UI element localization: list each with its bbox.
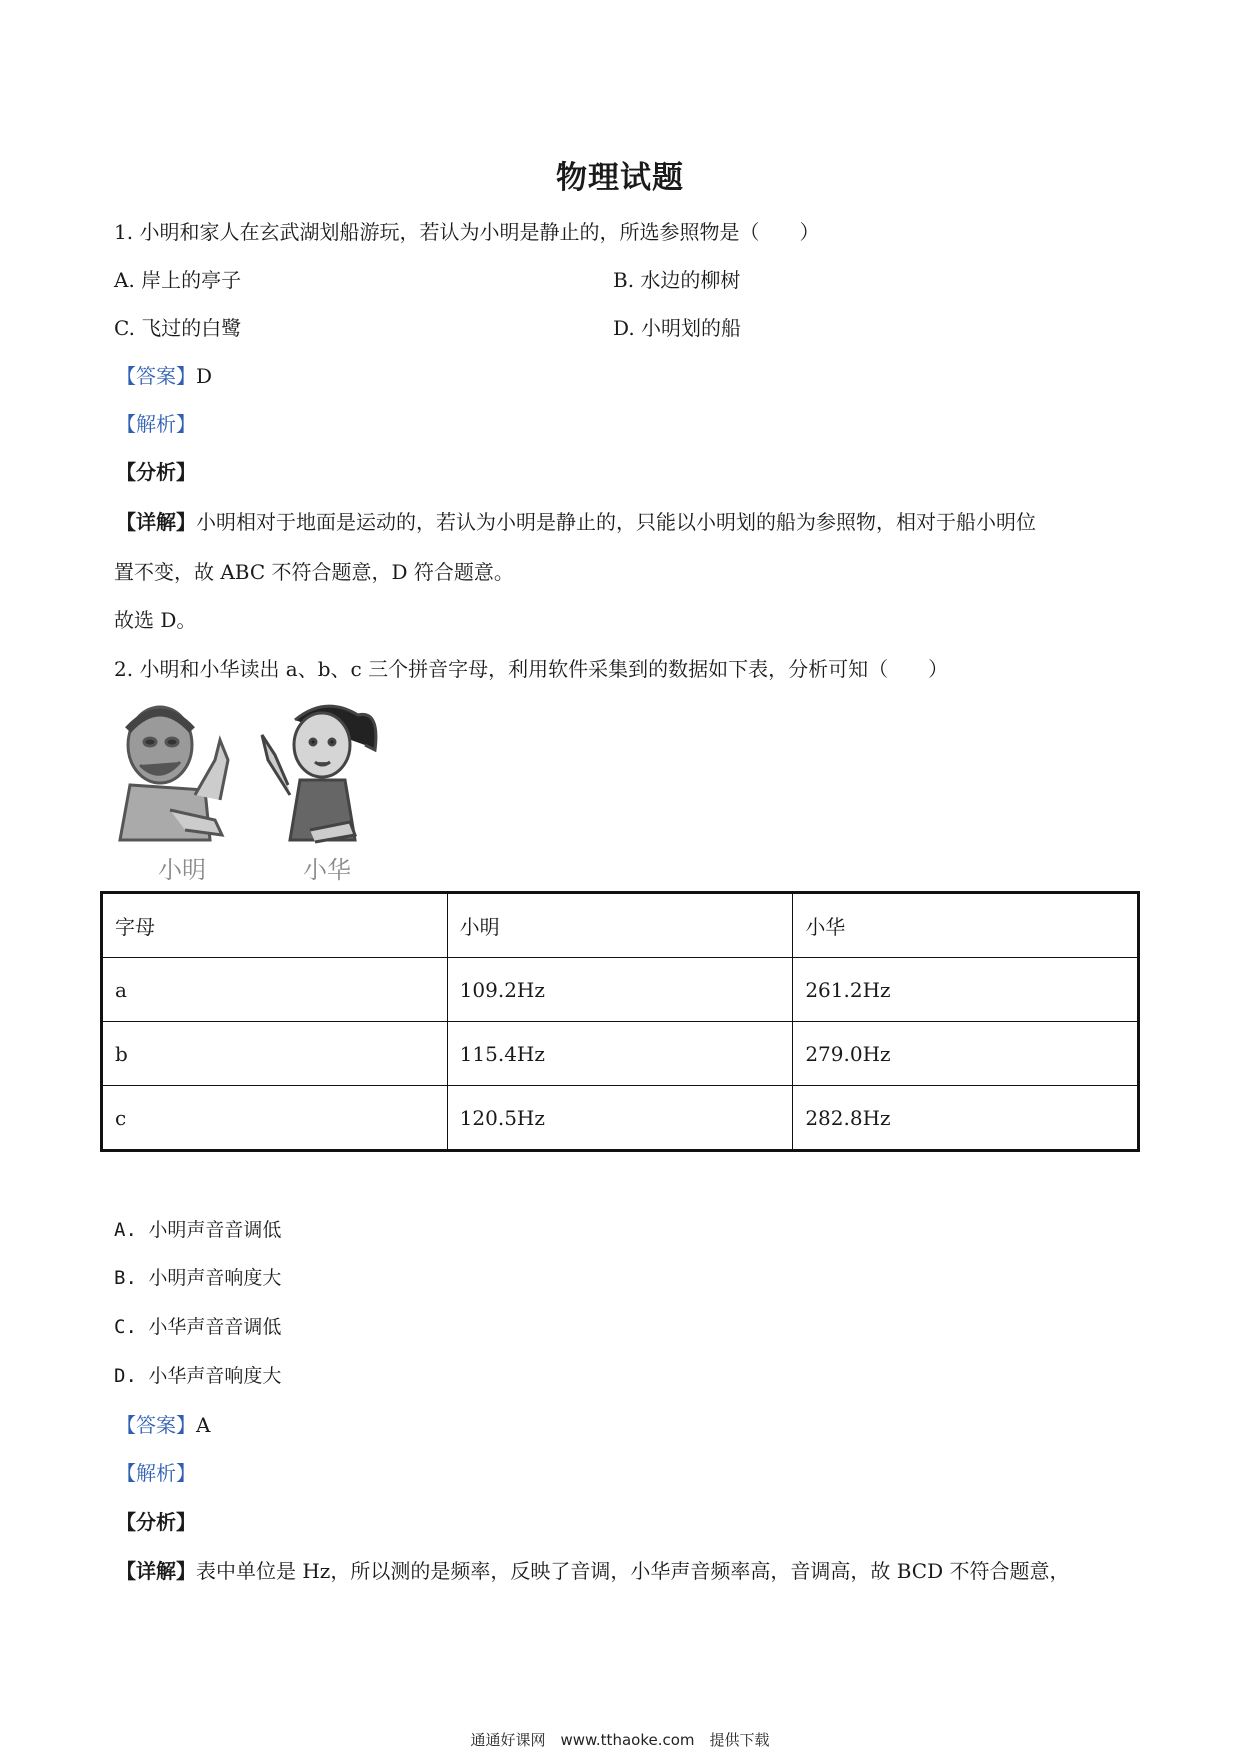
table-row (102, 958, 1139, 1022)
table-header-row (102, 893, 1139, 958)
q2-answer-tag: 【答案】 (116, 1413, 196, 1437)
q1-conclusion: 故选 D。 (114, 608, 197, 632)
table-cell: a (102, 958, 448, 1022)
page-footer: 通通好课网 www.tthaoke.com 提供下载 (470, 1731, 770, 1749)
q1-option-a: A. 岸上的亭子 (114, 268, 242, 292)
q2-answer-value: A (196, 1413, 211, 1437)
q1-option-c: C. 飞过的白鹭 (114, 316, 242, 340)
table-cell: 279.0Hz (793, 1022, 1139, 1086)
table-header-cell: 小华 (793, 893, 1139, 958)
q1-stem: 1. 小明和家人在玄武湖划船游玩，若认为小明是静止的，所选参照物是（ ） (114, 220, 820, 244)
table-cell: 261.2Hz (793, 958, 1139, 1022)
q1-answer-tag: 【答案】 (116, 364, 196, 388)
figure-label-xiaohua: 小华 (303, 856, 351, 884)
q2-option-d: D. 小华声音响度大 (114, 1365, 282, 1387)
q1-fenxi-tag: 【分析】 (116, 460, 196, 484)
q1-option-b: B. 水边的柳树 (613, 268, 741, 292)
table-header-cell: 字母 (102, 893, 448, 958)
cartoon-illustration (110, 700, 390, 850)
q2-detail-line1 (116, 1557, 1069, 1585)
q1-option-d: D. 小明划的船 (613, 316, 742, 340)
q2-option-c: C. 小华声音音调低 (114, 1316, 282, 1338)
q1-detail-tag: 【详解】 (116, 510, 196, 534)
q1-detail-text: 小明相对于地面是运动的，若认为小明是静止的，只能以小明划的船为参照物，相对于船小明位 (196, 510, 1036, 534)
q1-answer (116, 362, 212, 390)
table-header-cell: 小明 (447, 893, 793, 958)
table-row (102, 1022, 1139, 1086)
table-cell: b (102, 1022, 448, 1086)
q2-answer (116, 1411, 210, 1439)
q1-analysis-tag: 【解析】 (116, 412, 196, 436)
q2-fenxi-tag: 【分析】 (116, 1510, 196, 1534)
frequency-table (100, 891, 1140, 1152)
table-cell: c (102, 1086, 448, 1151)
table-cell: 109.2Hz (447, 958, 793, 1022)
q2-figure (110, 700, 390, 885)
q2-detail-text: 表中单位是 Hz，所以测的是频率，反映了音调，小华声音频率高，音调高，故 BCD 不符合题意， (196, 1559, 1070, 1583)
q1-detail-line2: 置不变，故 ABC 不符合题意，D 符合题意。 (114, 560, 514, 584)
page-title: 物理试题 (556, 160, 684, 196)
table-row (102, 1086, 1139, 1151)
q2-detail-tag: 【详解】 (116, 1559, 196, 1583)
figure-label-xiaoming: 小明 (158, 856, 206, 884)
q2-option-a: A. 小明声音音调低 (114, 1219, 282, 1241)
q1-answer-value: D (196, 364, 213, 388)
table-cell: 120.5Hz (447, 1086, 793, 1151)
q2-analysis-tag: 【解析】 (116, 1461, 196, 1485)
table-cell: 115.4Hz (447, 1022, 793, 1086)
q2-stem: 2. 小明和小华读出 a、b、c 三个拼音字母，利用软件采集到的数据如下表，分析可知（ ） (114, 657, 949, 681)
q1-detail-line1 (116, 508, 1036, 536)
q2-option-b: B. 小明声音响度大 (114, 1267, 282, 1289)
table-cell: 282.8Hz (793, 1086, 1139, 1151)
